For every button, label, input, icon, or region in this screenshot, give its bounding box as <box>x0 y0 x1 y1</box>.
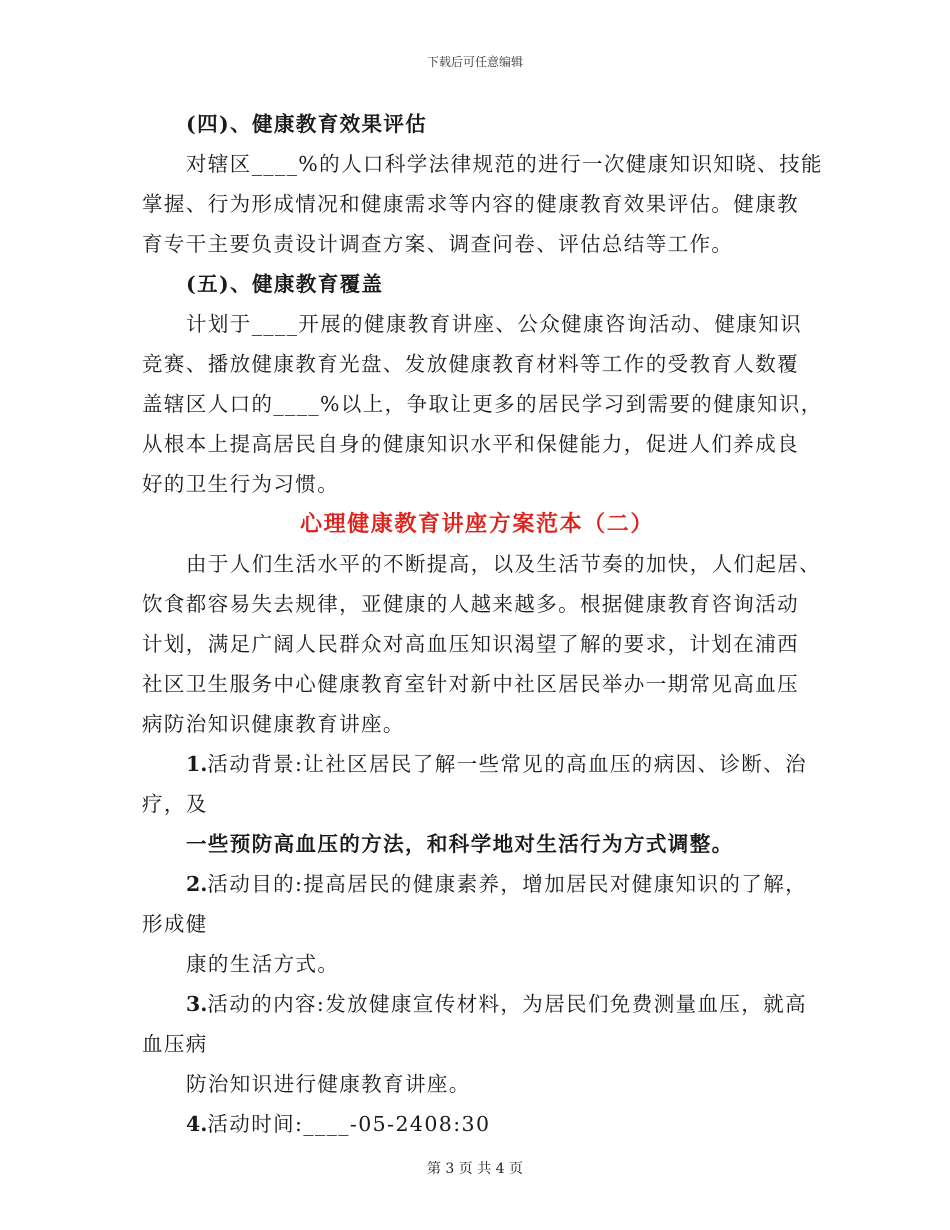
paragraph-line: 社区卫生服务中心健康教育室针对新中社区居民举办一期常见高血压 <box>142 672 799 696</box>
paragraph-line: 对辖区____%的人口科学法律规范的进行一次健康知识知晓、技能 <box>186 152 823 176</box>
list-item-1 <box>142 744 812 784</box>
paragraph-line: 形成健 <box>142 912 208 936</box>
paragraph-line: 病防治知识健康教育讲座。 <box>142 712 405 736</box>
list-item-3 <box>142 984 812 1024</box>
paragraph-line: 康的生活方式。 <box>186 952 340 976</box>
paragraph-line: 饮食都容易失去规律，亚健康的人越来越多。根据健康教育咨询活动 <box>142 592 799 616</box>
item-text: 活动目的:提高居民的健康素养，增加居民对健康知识的了解， <box>207 872 808 896</box>
paragraph-line: 防治知识进行健康教育讲座。 <box>186 1072 471 1096</box>
item-text: 活动的内容:发放健康宣传材料，为居民们免费测量血压，就高 <box>207 992 808 1016</box>
item-number: 1. <box>186 752 208 776</box>
paragraph-line: 育专干主要负责设计调查方案、调查问卷、评估总结等工作。 <box>142 232 734 256</box>
section5-heading: (五)、健康教育覆盖 <box>186 272 384 296</box>
item-number: 2. <box>186 872 208 896</box>
page-footer: 第 3 页 共 4 页 <box>426 1161 524 1177</box>
item-number: 3. <box>186 992 208 1016</box>
header-note: 下载后可任意编辑 <box>426 55 523 69</box>
document-body <box>142 104 823 1144</box>
bold-line: 一些预防高血压的方法，和科学地对生活行为方式调整。 <box>186 832 734 856</box>
list-item-2 <box>142 864 812 904</box>
list-item-4 <box>142 1104 812 1144</box>
item-number: 4. <box>186 1112 208 1136</box>
paragraph-line: 盖辖区人口的____%以上，争取让更多的居民学习到需要的健康知识， <box>142 392 823 416</box>
item-text: 活动背景:让社区居民了解一些常见的高血压的病因、诊断、治 <box>207 752 808 776</box>
document-title: 心理健康教育讲座方案范本（二） <box>299 511 654 537</box>
paragraph-line: 从根本上提高居民自身的健康知识水平和保健能力，促进人们养成良 <box>142 432 799 456</box>
paragraph-line: 好的卫生行为习惯。 <box>142 472 340 496</box>
item-text: 活动时间:____-05-2408:30 <box>207 1112 491 1136</box>
paragraph-line: 计划于____开展的健康教育讲座、公众健康咨询活动、健康知识 <box>186 312 802 336</box>
paragraph-line: 竞赛、播放健康教育光盘、发放健康教育材料等工作的受教育人数覆 <box>142 352 799 376</box>
paragraph-line: 疗，及 <box>142 792 208 816</box>
paragraph-line: 掌握、行为形成情况和健康需求等内容的健康教育效果评估。健康教 <box>142 192 799 216</box>
paragraph-line: 计划，满足广阔人民群众对高血压知识渴望了解的要求，计划在浦西 <box>142 632 799 656</box>
paragraph-line: 血压病 <box>142 1032 208 1056</box>
paragraph-line: 由于人们生活水平的不断提高，以及生活节奏的加快，人们起居、 <box>186 552 822 576</box>
section4-heading: (四)、健康教育效果评估 <box>186 112 428 136</box>
